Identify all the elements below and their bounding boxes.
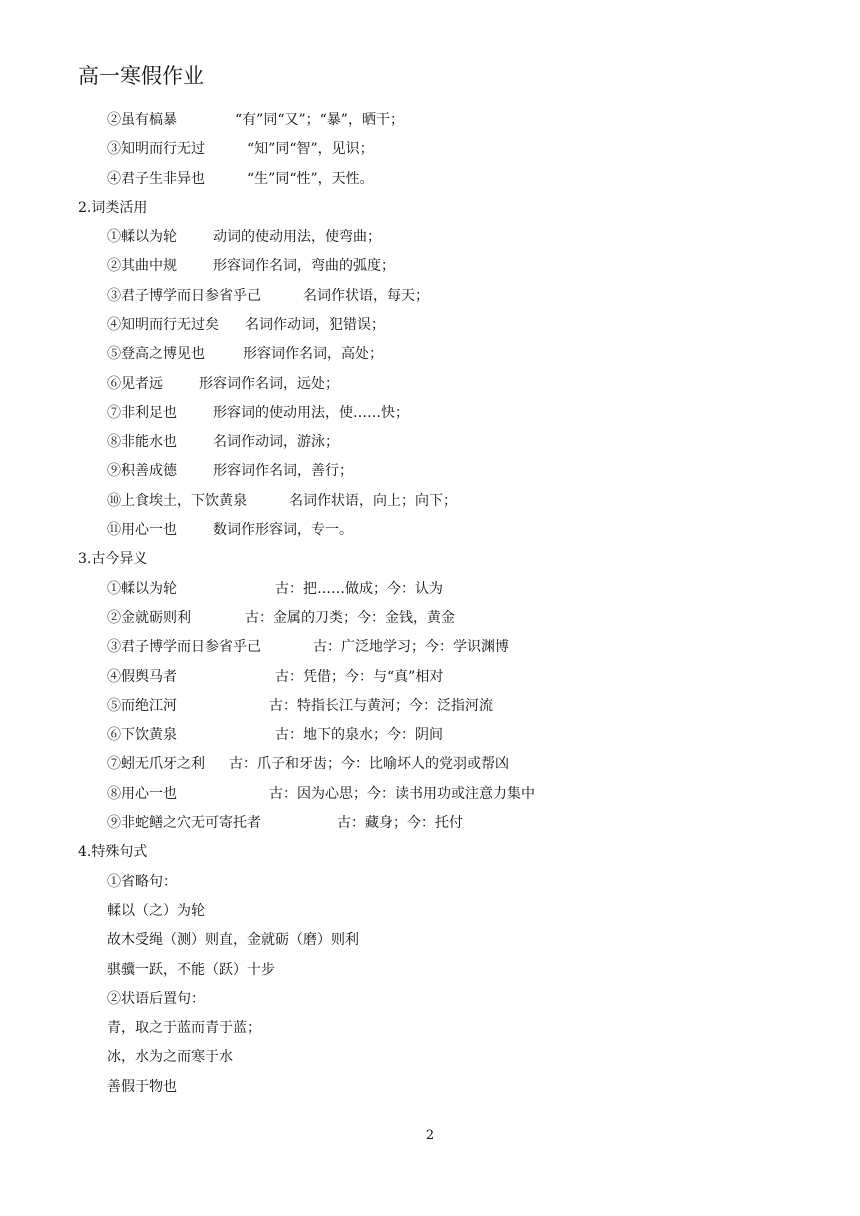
item-term: ③知明而行无过 xyxy=(107,141,205,157)
item-term: ⑧用心一也 xyxy=(107,786,177,802)
item-term: ⑩上食埃土，下饮黄泉 xyxy=(107,493,247,509)
item-explanation: 古：特指长江与黄河；今：泛指河流 xyxy=(269,698,493,714)
list-item xyxy=(107,1047,233,1067)
list-item xyxy=(107,491,457,511)
list-item xyxy=(107,374,339,394)
item-explanation: 形容词作名词，远处； xyxy=(199,376,339,392)
list-item xyxy=(107,989,205,1009)
item-explanation: 数词作形容词，专一。 xyxy=(213,522,353,538)
item-term: 故木受绳（测）则直，金就砺（磨）则利 xyxy=(107,932,359,948)
item-explanation: 古：广泛地学习；今：学识渊博 xyxy=(313,639,509,655)
list-item xyxy=(107,754,509,774)
item-term: ⑦非利足也 xyxy=(107,405,177,421)
item-term: 輮以（之）为轮 xyxy=(107,903,205,919)
item-explanation: 古：地下的泉水；今：阴间 xyxy=(275,727,443,743)
item-term: ④知明而行无过矣 xyxy=(107,317,219,333)
item-explanation: 名词作状语，向上；向下； xyxy=(289,493,457,509)
item-explanation: “有”同“又”；“暴”，晒干； xyxy=(235,112,404,128)
item-term: 青，取之于蓝而青于蓝； xyxy=(107,1020,261,1036)
list-item xyxy=(107,579,443,599)
item-term: 冰，水为之而寒于水 xyxy=(107,1049,233,1065)
item-explanation: 古：把……做成；今：认为 xyxy=(275,581,443,597)
item-term: ②状语后置句： xyxy=(107,991,205,1007)
list-item xyxy=(107,432,339,452)
item-explanation: 古：金属的刀类；今：金钱，黄金 xyxy=(245,610,455,626)
item-term: ⑨非蛇鳝之穴无可寄托者 xyxy=(107,815,261,831)
item-term: ④假舆马者 xyxy=(107,669,177,685)
item-term: ①省略句： xyxy=(107,874,177,890)
item-term: ⑤登高之博见也 xyxy=(107,346,205,362)
item-term: ②虽有槁暴 xyxy=(107,112,177,128)
item-term: ⑧非能水也 xyxy=(107,434,177,450)
item-explanation: 形容词的使动用法，使……快； xyxy=(213,405,409,421)
list-item xyxy=(107,784,535,804)
item-term: ③君子博学而日参省乎己 xyxy=(107,288,261,304)
list-item xyxy=(107,520,353,540)
list-item xyxy=(107,813,463,833)
list-item xyxy=(107,872,177,892)
item-explanation: “生”同“性”，天性。 xyxy=(247,171,374,187)
list-item xyxy=(107,1018,261,1038)
section-heading: 4.特殊句式 xyxy=(78,844,148,860)
item-term: ⑦蚓无爪牙之利 xyxy=(107,756,205,772)
section-heading: 2.词类活用 xyxy=(78,200,148,216)
list-item xyxy=(107,960,275,980)
list-item xyxy=(107,637,509,657)
list-item xyxy=(107,169,374,189)
item-term: ⑥下饮黄泉 xyxy=(107,727,177,743)
list-item xyxy=(107,286,429,306)
item-explanation: 名词作动词，游泳； xyxy=(213,434,339,450)
item-term: ⑪用心一也 xyxy=(107,522,177,538)
item-explanation: “知”同“智”，见识； xyxy=(247,141,374,157)
page-number: 2 xyxy=(425,1128,435,1143)
list-item xyxy=(107,901,205,921)
list-item xyxy=(107,227,381,247)
list-item xyxy=(107,608,455,628)
item-term: ②金就砺则利 xyxy=(107,610,191,626)
list-item xyxy=(107,344,383,364)
item-explanation: 形容词作名词，弯曲的弧度； xyxy=(213,258,395,274)
item-explanation: 形容词作名词，善行； xyxy=(213,463,353,479)
list-item xyxy=(107,930,359,950)
item-explanation: 动词的使动用法，使弯曲； xyxy=(213,229,381,245)
section-heading: 3.古今异义 xyxy=(78,551,148,567)
item-term: ⑨积善成德 xyxy=(107,463,177,479)
list-item xyxy=(107,461,353,481)
item-term: ③君子博学而日参省乎己 xyxy=(107,639,261,655)
item-term: ④君子生非异也 xyxy=(107,171,205,187)
list-item xyxy=(107,725,443,745)
item-term: ①輮以为轮 xyxy=(107,229,177,245)
item-explanation: 古：藏身；今：托付 xyxy=(337,815,463,831)
item-explanation: 名词作动词，犯错误； xyxy=(245,317,385,333)
list-item xyxy=(107,696,493,716)
item-explanation: 名词作状语，每天； xyxy=(303,288,429,304)
item-explanation: 形容词作名词，高处； xyxy=(243,346,383,362)
list-item xyxy=(107,1077,177,1097)
item-term: ②其曲中规 xyxy=(107,258,177,274)
list-item xyxy=(107,139,374,159)
item-explanation: 古：因为心思；今：读书用功或注意力集中 xyxy=(269,786,535,802)
list-item xyxy=(107,667,443,687)
item-term: ⑤而绝江河 xyxy=(107,698,177,714)
list-item xyxy=(107,256,395,276)
page-header-title: 高一寒假作业 xyxy=(78,64,204,88)
list-item xyxy=(107,315,385,335)
item-term: 骐骥一跃，不能（跃）十步 xyxy=(107,962,275,978)
list-item xyxy=(107,110,404,130)
list-item xyxy=(107,403,409,423)
item-term: 善假于物也 xyxy=(107,1079,177,1095)
item-term: ①輮以为轮 xyxy=(107,581,177,597)
item-term: ⑥见者远 xyxy=(107,376,163,392)
item-explanation: 古：爪子和牙齿；今：比喻坏人的党羽或帮凶 xyxy=(229,756,509,772)
item-explanation: 古：凭借；今：与“真”相对 xyxy=(275,669,444,685)
